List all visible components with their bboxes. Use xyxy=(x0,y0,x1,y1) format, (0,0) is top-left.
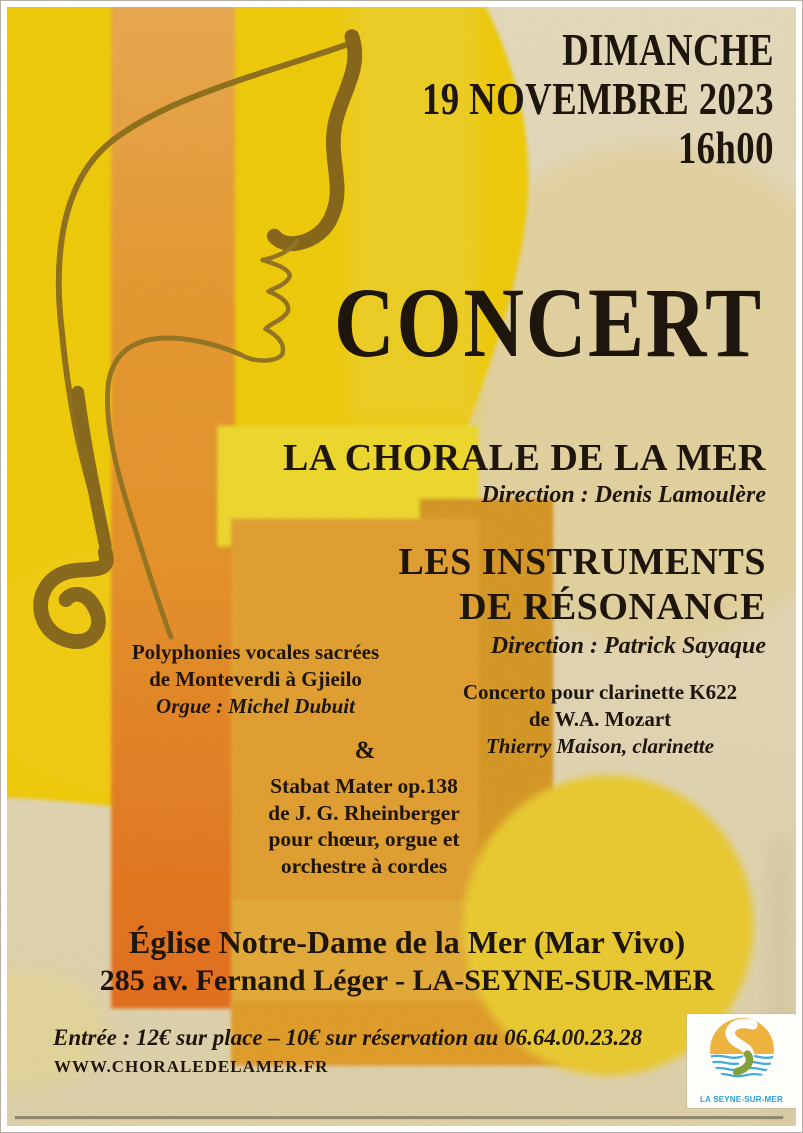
stabat-line3: pour chœur, orgue et xyxy=(268,827,460,851)
date-day: DIMANCHE xyxy=(562,24,774,75)
clarinet-program-line2: de W.A. Mozart xyxy=(528,707,672,731)
stabat-program-block xyxy=(235,773,493,879)
clarinet-program-block xyxy=(439,679,761,760)
choir-program-line1: Polyphonies vocales sacrées xyxy=(131,640,380,664)
admission-info: Entrée : 12€ sur place – 10€ sur réservation au 06.64.00.23.28 xyxy=(53,1025,643,1050)
venue-block xyxy=(57,922,757,1000)
ampersand: & xyxy=(354,737,376,764)
choir-block xyxy=(283,437,766,509)
date-time-block xyxy=(422,25,774,172)
poster-canvas xyxy=(7,7,796,1126)
ensemble-name-line1: LES INSTRUMENTS xyxy=(398,541,766,583)
website-url: WWW.CHORALEDELAMER.FR xyxy=(54,1057,329,1076)
stabat-line1: Stabat Mater op.138 xyxy=(270,774,458,798)
la-seyne-sur-mer-logo xyxy=(687,1014,796,1108)
choir-program-line2: de Monteverdi à Gjieilo xyxy=(149,667,362,691)
ensemble-name-line2: DE RÉSONANCE xyxy=(459,586,766,628)
venue-address: 285 av. Fernand Léger - LA-SEYNE-SUR-MER xyxy=(99,964,715,997)
stabat-line2: de J. G. Rheinberger xyxy=(268,800,460,825)
venue-name: Église Notre-Dame de la Mer (Mar Vivo) xyxy=(128,924,686,960)
choir-program-block xyxy=(113,639,398,720)
date-hour: 16h00 xyxy=(677,122,774,173)
choir-direction: Direction : Denis Lamoulère xyxy=(481,482,766,508)
poster-title: CONCERT xyxy=(334,267,763,378)
city-emblem-icon xyxy=(708,1016,776,1084)
ensemble-block xyxy=(398,540,766,660)
logo-city-label: LA SEYNE-SUR-MER xyxy=(700,1095,783,1104)
stabat-line4: orchestre à cordes xyxy=(280,853,448,878)
choir-program-organist: Orgue : Michel Dubuit xyxy=(156,694,355,718)
choir-name: LA CHORALE DE LA MER xyxy=(283,437,766,479)
ensemble-direction: Direction : Patrick Sayaque xyxy=(490,633,766,659)
date-full: 19 NOVEMBRE 2023 xyxy=(422,73,774,124)
clarinet-soloist: Thierry Maison, clarinette xyxy=(485,734,715,758)
clarinet-program-line1: Concerto pour clarinette K622 xyxy=(462,680,738,704)
